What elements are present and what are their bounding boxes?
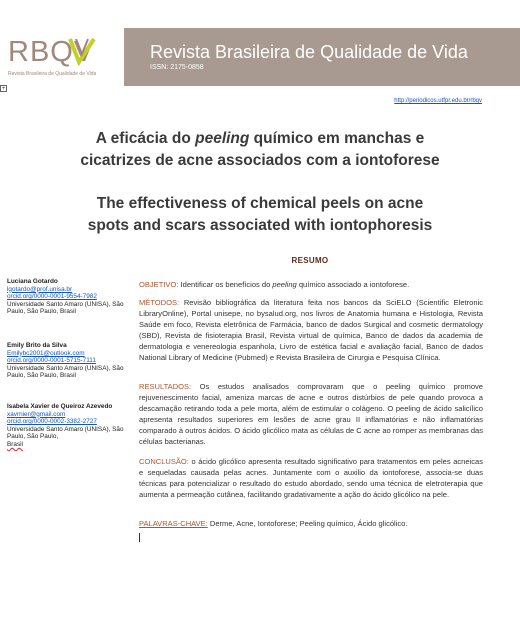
title-pt-italic: peeling <box>195 130 250 147</box>
abstract-conclusion <box>139 456 483 500</box>
journal-url-link[interactable]: http://periodicos.utfpr.edu.br/rbqv <box>394 98 482 104</box>
author-block <box>7 278 125 316</box>
author-affiliation: Universidade Santo Amaro (UNISA), São Paulo, São Paulo, Brasil <box>7 364 124 380</box>
conclusion-text: o ácido glicólico apresenta resultado significativo para tratamentos em peles acneicas e sequeladas causada pelas acnes. Juntamente com o auxilio da iontoforese, associa-se duas técnicas para potencializar o resultado do estudo abordado, sendo uma técnica de eletroterapia que aumenta a permeação cutânea, facilitando gradativamente a ação do ácido glicólico na pele. <box>139 457 483 499</box>
results-text: Os estudos analisados comprovaram que o peeling químico promove rejuvenescimento facial, ameniza marcas de acne e outros distúrbios de pele quando provoca a descamação retirando toda a pele morta, além de estimular o colágeno. O peeling de ácido salicílico apresenta resultados superiores em lesões de acne grau II inflamatórias e não inflamatórias comparado à outros ácidos. O ácido glicólico mata as células de C acne ao romper as membranas das células bacterianas. <box>139 382 483 446</box>
methods-text: Revisão bibliográfica da literatura feita nos bancos da SciELO (Scientific Eletronic LibraryOnline), Portal unisepe, no bysalud.org, nos livros de Anatomia humana e Histologia, Revista Saúde em foco, Revista eletrônica de Farmácia, banco de dados Surgical and cosmetic dermatology (SBD), Revista de fisioterapia Brasil, Revista virtual de química, Banco de dados da academia de dermatologia e venereologia espanhola, Livro de estética facial e avaliação facial, Banco de dados National Library of Medicine (Pubmed) e Revista Brasileira de Cirurgia e Pesquisa Clínica. <box>139 298 483 362</box>
author-block <box>7 403 125 449</box>
author-affiliation-end: Brasil <box>7 440 23 448</box>
title-en-line2: spots and scars associated with iontophoresis <box>87 217 433 234</box>
author-email-link[interactable]: lgotardo@prof.unisa.br <box>7 285 73 293</box>
abstract-objective <box>139 279 483 290</box>
journal-issn: ISSN: 2175-0858 <box>150 64 204 71</box>
title-pt-part2: químico em manchas e <box>249 130 425 147</box>
author-name: Isabela Xavier de Queiroz Azevedo <box>7 403 113 410</box>
author-orcid-link[interactable]: orcid.org/0000-0002-3382-2727 <box>7 418 97 426</box>
title-en-line1: The effectiveness of chemical peels on acne <box>96 195 424 212</box>
author-email-link[interactable]: Emilybc2001@outlook.com <box>7 349 85 357</box>
journal-title: Revista Brasileira de Qualidade de Vida <box>150 42 468 62</box>
author-orcid-link[interactable]: orcid.org/0000-0001-5715-7111 <box>7 357 96 365</box>
objective-label: OBJETIVO: <box>139 280 179 289</box>
logo-text: RBQV <box>8 36 95 68</box>
author-block <box>7 342 125 380</box>
resumo-heading: RESUMO <box>291 256 329 265</box>
text-cursor <box>139 533 140 542</box>
author-orcid-link[interactable]: orcid.org/0000-0001-9554-7982 <box>7 293 97 301</box>
objective-text-b: químico associado a iontoforese. <box>296 280 410 289</box>
conclusion-label: CONCLUSÃO: <box>139 457 189 466</box>
methods-label: MÉTODOS: <box>139 298 180 307</box>
keywords-label: PALAVRAS-CHAVE: <box>139 519 208 528</box>
logo-subtitle: Revista Brasileira de Qualidade de Vida <box>8 71 97 77</box>
objective-italic: peeling <box>272 280 297 289</box>
logo-check-icon <box>68 36 96 66</box>
article-title-english <box>0 193 520 237</box>
table-move-handle-icon[interactable]: + <box>1 86 6 92</box>
author-email-link[interactable]: xavrnier@gmail.com <box>7 410 66 418</box>
title-pt-line2: cicatrizes de acne associados com a iontoforese <box>80 152 440 169</box>
objective-text-a: Identificar os benefícios do <box>178 280 273 289</box>
keywords-text: Derme, Acne, Iontoforese; Peeling químico, Ácido glicólico. <box>207 519 408 528</box>
author-affiliation: Universidade Santo Amaro (UNISA), São Paulo, São Paulo, <box>7 425 124 441</box>
abstract-keywords <box>139 518 483 529</box>
author-name: Luciana Gotardo <box>7 278 58 285</box>
title-pt-part1: A eficácia do <box>95 130 196 147</box>
author-affiliation: Universidade Santo Amaro (UNISA), São Paulo, São Paulo, Brasil <box>7 300 124 316</box>
results-label: RESULTADOS: <box>139 382 192 391</box>
abstract-methods <box>139 297 483 363</box>
article-title-portuguese <box>0 128 520 172</box>
author-name: Emily Brito da Silva <box>7 342 67 349</box>
abstract-results <box>139 381 483 447</box>
